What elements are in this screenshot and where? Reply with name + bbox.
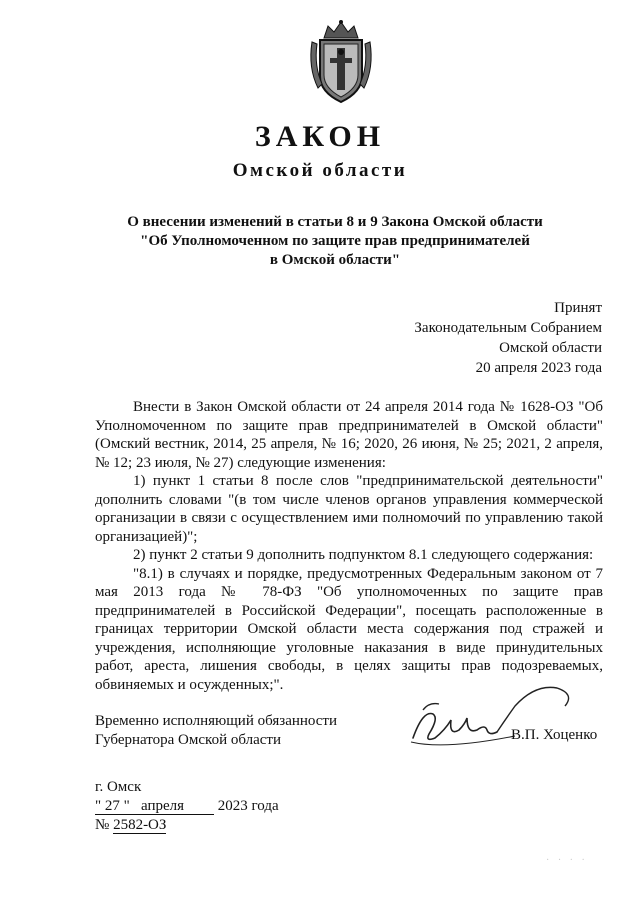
coat-of-arms-emblem bbox=[304, 18, 378, 106]
body-paragraph: Внести в Закон Омской области от 24 апреля 2014 года № 1628-ОЗ "Об Уполномоченном по защите прав предпринимателей в Омской области" (Омский вестник, 2014, 25 апреля, № 16; 2020, 26 июня, № 25; 2021, 2 апреля, № 12; 23 июля, № 27) следующие изменения: bbox=[95, 399, 603, 471]
region-name: Омской области bbox=[232, 160, 408, 181]
position-line: Губернатора Омской области bbox=[95, 732, 281, 748]
date-day: 27 bbox=[104, 798, 120, 814]
subject-line: в Омской области" bbox=[269, 252, 401, 268]
body-paragraph: 2) пункт 2 статьи 9 дополнить подпунктом 8.1 следующего содержания: bbox=[133, 547, 594, 563]
subject-line: "Об Уполномоченном по защите прав предпринимателей bbox=[140, 233, 530, 249]
handwritten-signature bbox=[405, 680, 585, 770]
adopted-date: 20 апреля 2023 года bbox=[475, 360, 602, 376]
number-value: 2582-ОЗ bbox=[113, 817, 167, 833]
date-month: апреля bbox=[141, 798, 185, 814]
signatory-name: В.П. Хоценко bbox=[511, 727, 598, 743]
position-line: Временно исполняющий обязанности bbox=[95, 713, 338, 729]
date-year: 2023 года bbox=[217, 798, 279, 814]
signatory-position bbox=[95, 712, 337, 750]
adopted-line: Омской области bbox=[499, 340, 602, 356]
law-subject bbox=[120, 213, 550, 270]
adopted-line: Законодательным Собранием bbox=[414, 320, 602, 336]
adoption-block bbox=[414, 298, 602, 378]
document-title: ЗАКОН bbox=[254, 120, 386, 153]
city: г. Омск bbox=[95, 779, 142, 795]
faint-stamp-marks: · · · · bbox=[546, 855, 588, 866]
number-prefix: № bbox=[95, 817, 110, 833]
body-paragraph: 1) пункт 1 статьи 8 после слов "предпринимательской деятельности" дополнить словами "(в том числе членов органов управления коммерческой организации в связи с осуществлением ими полномочий по управлению такой организацией)"; bbox=[95, 473, 603, 545]
law-body bbox=[95, 398, 603, 694]
law-number bbox=[95, 816, 279, 835]
date-day-field: " 27 " апреля bbox=[95, 799, 214, 815]
adopted-line: Принят bbox=[554, 300, 602, 316]
place-date-number bbox=[95, 778, 279, 835]
subject-line: О внесении изменений в статьи 8 и 9 Закона Омской области bbox=[127, 214, 543, 230]
signing-date bbox=[95, 797, 279, 816]
body-paragraph: "8.1) в случаях и порядке, предусмотренных Федеральным законом от 7 мая 2013 года № 78-ФЗ "Об уполномоченных по защите прав предпринимателей в Российской Федерации", посещать расположенные в границах территории Омской области места содержания под стражей и учреждения, исполняющие уголовные наказания в виде принудительных работ, ареста, лишения свободы, в целях защиты прав подозреваемых, обвиняемых и осужденных;". bbox=[95, 565, 603, 693]
